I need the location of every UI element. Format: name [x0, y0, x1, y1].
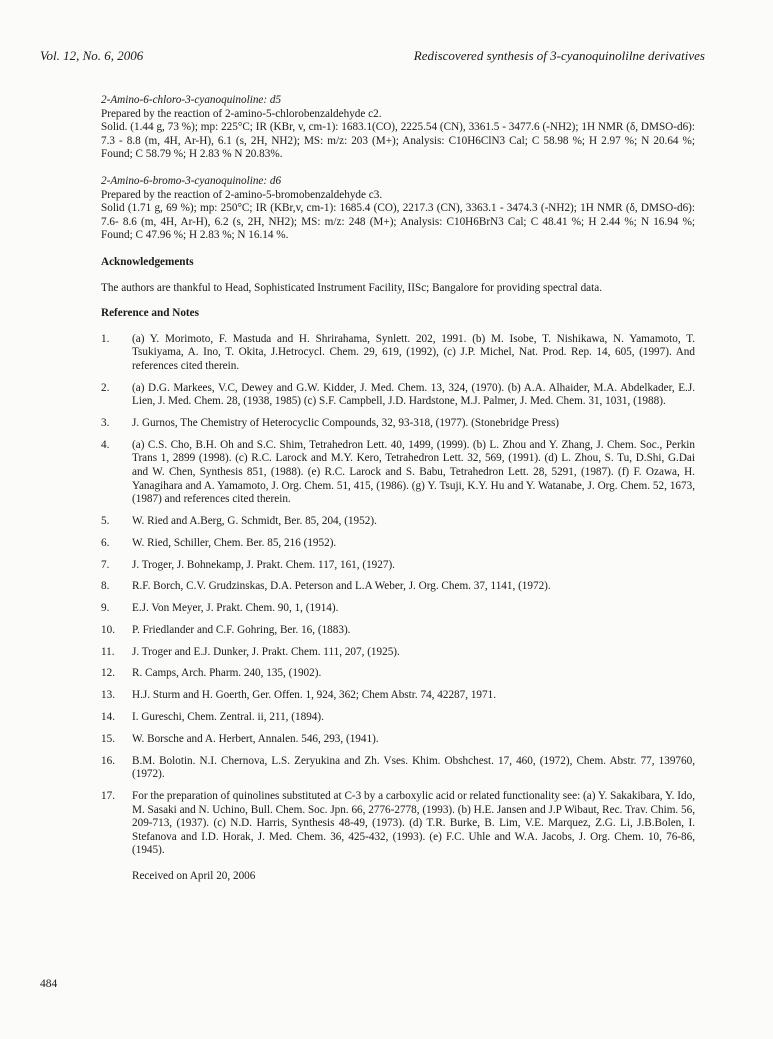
page-body [101, 94, 695, 895]
reference-item [101, 580, 695, 594]
compound-d5 [101, 94, 695, 162]
reference-text: R. Camps, Arch. Pharm. 240, 135, (1902). [132, 667, 322, 680]
reference-text: For the preparation of quinolines substituted at C-3 by a carboxylic acid or related functionality see: (a) Y. Sakakibara, Y. Ido, M. Sasaki and N. Uchino, Bull. Chem. Soc. Jpn. 66, 2776-2778, (1993). (b) H.E. Jansen and J.P Wibaut, Rec. Trav. Chim. 56, 209-713, (1937). (c) N.D. Harris, Synthesis 48-49, (1973). (d) T.R. Burke, B. Lim, V.E. Marquez, Z.G. Li, J.B.Bolen, I. Stefanova and I.D. Horak, J. Med. Chem. 36, 425-432, (1993). (e) F.C. Uhle and W.A. Jacobs, J. Org. Chem. 10, 76-86, (1945). [132, 789, 695, 857]
reference-text: I. Gureschi, Chem. Zentral. ii, 211, (1894). [132, 711, 324, 724]
reference-number: 1. [101, 332, 110, 345]
reference-item [101, 667, 695, 681]
reference-item [101, 602, 695, 616]
reference-item [101, 689, 695, 703]
references-heading: Reference and Notes [101, 307, 199, 320]
reference-item [101, 711, 695, 725]
compound-title: 2-Amino-6-chloro-3-cyanoquinoline: d5 [101, 94, 282, 106]
acknowledgements-heading: Acknowledgements [101, 255, 194, 268]
reference-item [101, 733, 695, 747]
reference-text: J. Troger and E.J. Dunker, J. Prakt. Chem. 111, 207, (1925). [132, 645, 400, 658]
reference-text: J. Gurnos, The Chemistry of Heterocyclic Compounds, 32, 93-318, (1977). (Stonebridge Press) [132, 417, 560, 430]
reference-text: E.J. Von Meyer, J. Prakt. Chem. 90, 1, (1914). [132, 602, 339, 615]
reference-text: J. Troger, J. Bohnekamp, J. Prakt. Chem. 117, 161, (1927). [132, 558, 395, 571]
reference-item [101, 333, 695, 374]
reference-number: 15. [101, 732, 115, 745]
reference-text: H.J. Sturm and H. Goerth, Ger. Offen. 1, 924, 362; Chem Abstr. 74, 42287, 1971. [132, 689, 496, 702]
compound-prep: Prepared by the reaction of 2-amino-5-chlorobenzaldehyde c2. [101, 107, 382, 120]
reference-number: 14. [101, 711, 115, 724]
reference-number: 3. [101, 417, 110, 430]
reference-number: 16. [101, 754, 115, 767]
received-date: Received on April 20, 2006 [132, 869, 256, 882]
reference-number: 11. [101, 645, 115, 658]
reference-item [101, 537, 695, 551]
reference-number: 5. [101, 515, 110, 527]
reference-number: 17. [101, 789, 115, 802]
reference-number: 2. [101, 381, 110, 394]
reference-text: P. Friedlander and C.F. Gohring, Ber. 16, (1883). [132, 623, 351, 636]
reference-item [101, 515, 695, 529]
reference-item [101, 755, 695, 782]
page-number: 484 [40, 978, 58, 990]
reference-text: (a) C.S. Cho, B.H. Oh and S.C. Shim, Tetrahedron Lett. 40, 1499, (1999). (b) L. Zhou and Y. Zhang, J. Chem. Soc., Perkin Trans 1, 2899 (1998). (c) R.C. Larock and M.Y. Kero, Tetrahedron Lett. 32, 569, (1991). (d) L. Zhou, S. Tu, D.Shi, G.Dai and W. Chen, Synthesis 851, (1988). (e) R.C. Larock and S. Babu, Tetrahedron Lett. 28, 5291, (1987). (f) F. Ozawa, H. Yanagihara and A. Yamamoto, J. Org. Chem. 51, 415, (1986). (g) Y. Tsuji, K.Y. Hu and Y. Watanabe, J. Org. Chem. 52, 1673, (1987) and references cited therein. [132, 438, 695, 506]
acknowledgements-text: The authors are thankful to Head, Sophisticated Instrument Facility, IISc; Bangalore for providing spectral data. [101, 281, 603, 294]
running-header [40, 48, 705, 70]
running-title: Rediscovered synthesis of 3-cyanoquinolilne derivatives [413, 48, 705, 63]
reference-text: W. Ried, Schiller, Chem. Ber. 85, 216 (1952). [132, 536, 337, 549]
reference-number: 10. [101, 623, 115, 636]
compound-d6 [101, 175, 695, 243]
reference-number: 4. [101, 438, 110, 451]
compound-title: 2-Amino-6-bromo-3-cyanoquinoline: d6 [101, 174, 282, 187]
reference-text: W. Borsche and A. Herbert, Annalen. 546, 293, (1941). [132, 732, 379, 745]
journal-volume: Vol. 12, No. 6, 2006 [40, 48, 144, 63]
reference-text: (a) Y. Morimoto, F. Mastuda and H. Shrirahama, Synlett. 202, 1991. (b) M. Isobe, T. Nishikawa, N. Yamamoto, T. Tsukiyama, A. Ino, T. Okita, J.Hetrocycl. Chem. 29, 619, (1992), (c) J.P. Michel, Nat. Prod. Rep. 14, 605, (1997). And references cited therein. [132, 332, 695, 372]
reference-number: 8. [101, 580, 110, 593]
reference-text: W. Ried and A.Berg, G. Schmidt, Ber. 85, 204, (1952). [132, 515, 377, 527]
reference-text: (a) D.G. Markees, V.C, Dewey and G.W. Kidder, J. Med. Chem. 13, 324, (1970). (b) A.A. Alhaider, M.A. Abdelkader, E.J. Lien, J. Med. Chem. 28, (1938, 1985) (c) S.F. Campbell, J.D. Hardstone, M.J. Palmer, J. Med. Chem. 31, 1031, (1988). [132, 381, 695, 408]
reference-number: 12. [101, 667, 115, 680]
reference-item [101, 439, 695, 507]
reference-item [101, 382, 695, 409]
reference-item [101, 417, 695, 431]
reference-item [101, 646, 695, 660]
reference-number: 13. [101, 689, 115, 702]
reference-text: R.F. Borch, C.V. Grudzinskas, D.A. Peterson and L.A Weber, J. Org. Chem. 37, 1141, (1972). [132, 580, 551, 593]
reference-number: 9. [101, 602, 110, 615]
reference-text: B.M. Bolotin. N.I. Chernova, L.S. Zeryukina and Zh. Vses. Khim. Obshchest. 17, 460, (1972), Chem. Abstr. 77, 139760, (1972). [132, 754, 695, 781]
reference-number: 6. [101, 536, 110, 549]
reference-list [101, 333, 695, 858]
reference-number: 7. [101, 558, 110, 571]
reference-item [101, 790, 695, 858]
compound-data: Solid (1.71 g, 69 %); mp: 250°C; IR (KBr,v, cm-1): 1685.4 (CO), 2217.3 (CN), 3363.1 - 3474.3 (-NH2); 1H NMR (δ, DMSO-d6): 7.6- 8.6 (m, 4H, Ar-H), 6.2 (s, 2H, NH2); MS: m/z: 248 (M+); Analysis: C10H6BrN3 Cal; C 48.41 %; H 2.44 %; N 16.94 %; Found; C 47.96 %; H 2.83 %; N 16.14 %. [101, 202, 695, 242]
compound-prep: Prepared by the reaction of 2-amino-5-bromobenzaldehyde c3. [101, 188, 383, 201]
reference-item [101, 624, 695, 638]
compound-data: Solid. (1.44 g, 73 %); mp: 225°C; IR (KBr, v, cm-1): 1683.1(CO), 2225.54 (CN), 3361.5 - 3477.6 (-NH2); 1H NMR (δ, DMSO-d6): 7.3 - 8.8 (m, 4H, Ar-H), 6.1 (s, 2H, NH2); MS: m/z: 203 (M+); Analysis: C10H6ClN3 Cal; C 58.98 %; H 2.97 %; N 20.64 %; Found; C 58.79 %; H 2.83 % N 20.83%. [101, 121, 695, 161]
reference-item [101, 559, 695, 573]
